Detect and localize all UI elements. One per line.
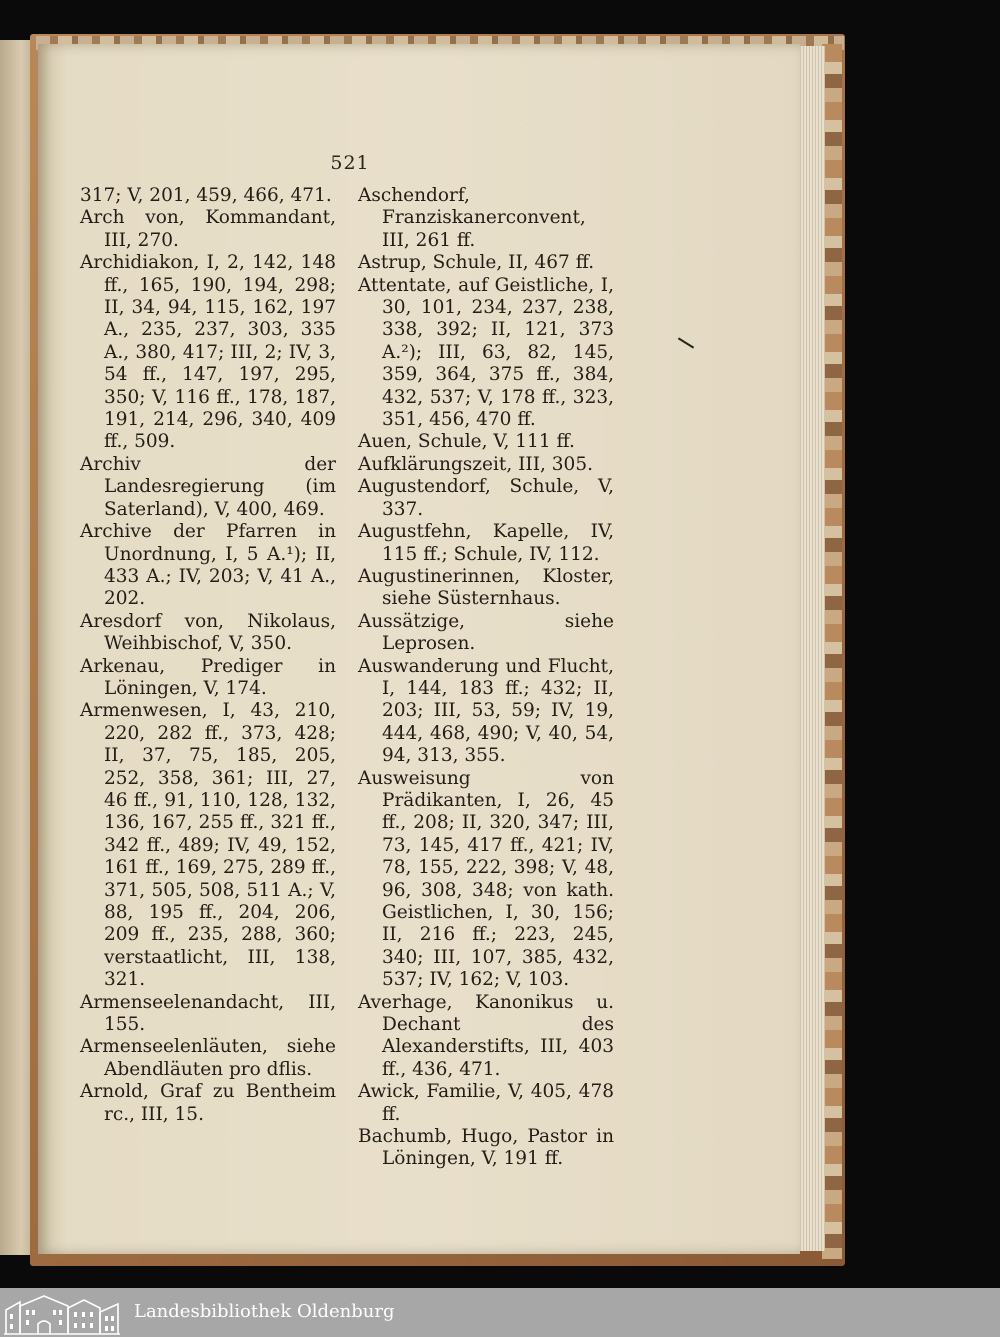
index-entry: Arkenau, Prediger in Löningen, V, 174.: [80, 655, 336, 699]
index-entry: Aschendorf, Franziskanerconvent, III, 261 ff.: [358, 185, 586, 251]
page-number: 521: [330, 152, 370, 174]
index-entry: Awick, Familie, V, 405, 478 ff.: [358, 1081, 614, 1125]
index-entry: Ausweisung von Prädikanten, I, 26, 45 ff., 208; II, 320, 347; III, 73, 145, 417 ff., 421; IV, 78, 155, 222, 398; V, 48, 96, 308, 348; von kath. Geistlichen, I, 30, 156; II, 216 ff.; 223, 245, 340; III, 107, 385, 432, 537; IV, 162; V, 103.: [358, 767, 614, 991]
index-entry: Astrup, Schule, II, 467 ff.: [358, 252, 595, 274]
marbled-right-edge: [822, 44, 842, 1259]
index-entry: Auswanderung und Flucht, I, 144, 183 ff.; 432; II, 203; III, 53, 59; IV, 19, 444, 468, 490; V, 40, 54, 94, 313, 355.: [358, 655, 614, 767]
index-entry: Attentate, auf Geistliche, I, 30, 101, 234, 237, 238, 338, 392; II, 121, 373 A.²); III, 63, 82, 145, 359, 364, 375 ff., 384, 432, 537; V, 178 ff., 323, 351, 456, 470 ff.: [358, 274, 614, 431]
index-entry: Armenwesen, I, 43, 210, 220, 282 ff., 373, 428; II, 37, 75, 185, 205, 252, 358, 361; III, 27, 46 ff., 91, 110, 128, 132, 136, 167, 255 ff., 321 ff., 342 ff., 489; IV, 49, 152, 161 ff., 169, 275, 289 ff., 371, 505, 508, 511 A.; V, 88, 195 ff., 204, 206, 209 ff., 235, 288, 360; verstaatlicht, III, 138, 321.: [80, 700, 336, 991]
index-entry: Aufklärungszeit, III, 305.: [358, 453, 593, 475]
index-entry: Archive der Pfarren in Unordnung, I, 5 A.¹); II, 433 A.; IV, 203; V, 41 A., 202.: [80, 521, 336, 610]
index-entry: Bachumb, Hugo, Pastor in Löningen, V, 191 ff.: [358, 1126, 614, 1170]
index-entry: Augustinerinnen, Kloster, siehe Süsternhaus.: [358, 565, 614, 610]
index-column-left: [80, 185, 336, 1126]
index-entry: 317; V, 201, 459, 466, 471.: [80, 185, 332, 206]
index-entry: Averhage, Kanonikus u. Dechant des Alexanderstifts, III, 403 ff., 436, 471.: [358, 991, 614, 1080]
index-entry: Auen, Schule, V, 111 ff.: [358, 431, 575, 453]
index-entry: Aresdorf von, Nikolaus, Weihbischof, V, 350.: [80, 610, 336, 655]
index-column-right: [358, 185, 614, 1171]
index-entry: Augustendorf, Schule, V, 337.: [358, 476, 614, 520]
index-entry: Archiv der Landesregierung (im Saterland), V, 400, 469.: [80, 453, 336, 520]
index-entry: Armenseelenläuten, siehe Abendläuten pro dflis.: [80, 1036, 336, 1080]
index-entry: Armenseelenandacht, III, 155.: [80, 991, 336, 1036]
index-entry: Archidiakon, I, 2, 142, 148 ff., 165, 190, 194, 298; II, 34, 94, 115, 162, 197 A., 235, 237, 303, 335 A., 380, 417; III, 2; IV, 3, 54 ff., 147, 197, 295, 350; V, 116 ff., 178, 187, 191, 214, 296, 340, 409 ff., 509.: [80, 252, 336, 453]
index-entry: Augustfehn, Kapelle, IV, 115 ff.; Schule, IV, 112.: [358, 521, 614, 565]
index-entry: Aussätzige, siehe Leprosen.: [358, 610, 614, 655]
left-page-edge: [0, 40, 32, 1255]
library-name: Landesbibliothek Oldenburg: [134, 1301, 395, 1322]
index-entry: Arnold, Graf zu Bentheim rc., III, 15.: [80, 1081, 336, 1125]
library-building-icon: [2, 1290, 122, 1336]
index-entry: Arch von, Kommandant, III, 270.: [80, 207, 336, 251]
